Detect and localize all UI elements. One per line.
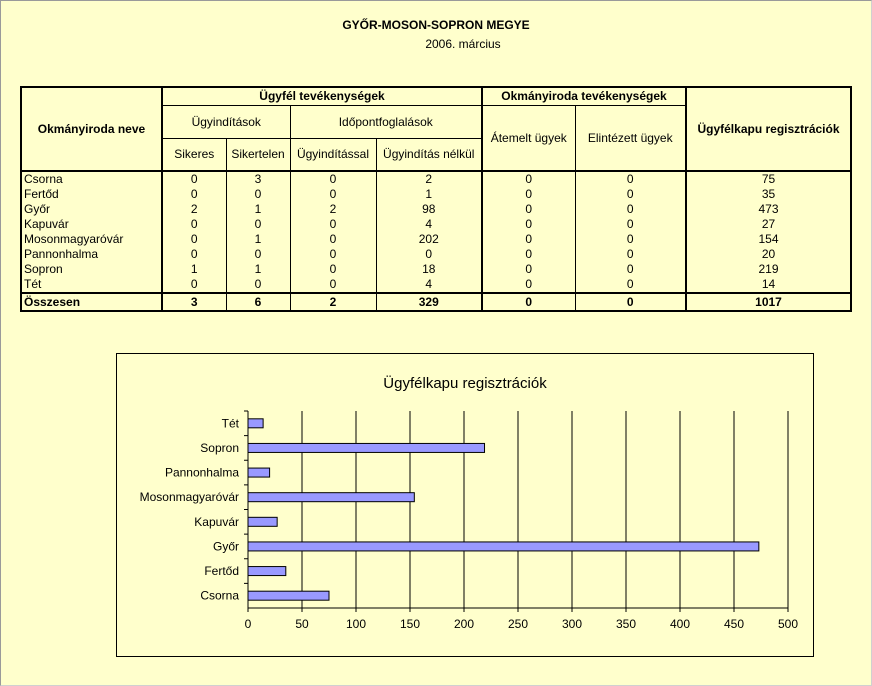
office-name-cell: Összesen bbox=[21, 293, 162, 311]
value-cell: 0 bbox=[290, 187, 376, 202]
value-cell: 0 bbox=[290, 247, 376, 262]
table-row bbox=[21, 247, 851, 262]
y-category-label: Kapuvár bbox=[194, 514, 239, 529]
value-cell: 0 bbox=[162, 187, 226, 202]
header-fail: Sikertelen bbox=[226, 138, 290, 171]
value-cell: 329 bbox=[376, 293, 482, 311]
header-transferred: Átemelt ügyek bbox=[482, 105, 575, 171]
value-cell: 27 bbox=[686, 217, 851, 232]
x-tick-label: 450 bbox=[723, 617, 745, 631]
y-category-label: Győr bbox=[212, 539, 239, 554]
x-tick-label: 250 bbox=[507, 617, 529, 631]
value-cell: 4 bbox=[376, 217, 482, 232]
value-cell: 0 bbox=[482, 262, 575, 277]
value-cell: 0 bbox=[162, 217, 226, 232]
x-tick-label: 350 bbox=[615, 617, 637, 631]
x-tick-label: 400 bbox=[669, 617, 691, 631]
office-name-cell: Csorna bbox=[21, 171, 162, 187]
value-cell: 98 bbox=[376, 202, 482, 217]
value-cell: 4 bbox=[376, 277, 482, 293]
value-cell: 0 bbox=[575, 217, 686, 232]
value-cell: 0 bbox=[290, 232, 376, 247]
office-name-cell: Mosonmagyaróvár bbox=[21, 232, 162, 247]
table-row bbox=[21, 277, 851, 293]
x-tick-label: 150 bbox=[399, 617, 421, 631]
value-cell: 0 bbox=[482, 247, 575, 262]
value-cell: 1 bbox=[162, 262, 226, 277]
table-row bbox=[21, 217, 851, 232]
value-cell: 0 bbox=[162, 247, 226, 262]
value-cell: 219 bbox=[686, 262, 851, 277]
page-title: GYŐR-MOSON-SOPRON MEGYE bbox=[342, 18, 530, 32]
office-name-cell: Pannonhalma bbox=[21, 247, 162, 262]
bar bbox=[248, 443, 485, 452]
value-cell: 14 bbox=[686, 277, 851, 293]
value-cell: 0 bbox=[290, 171, 376, 187]
value-cell: 0 bbox=[482, 293, 575, 311]
value-cell: 0 bbox=[482, 232, 575, 247]
value-cell: 2 bbox=[376, 171, 482, 187]
table-row bbox=[21, 171, 851, 187]
header-client-activities: Ügyfél tevékenységek bbox=[162, 87, 482, 105]
value-cell: 1017 bbox=[686, 293, 851, 311]
x-tick-label: 0 bbox=[244, 617, 252, 631]
chart-area bbox=[116, 353, 814, 657]
total-row bbox=[21, 293, 851, 311]
x-tick-label: 50 bbox=[295, 617, 309, 631]
value-cell: 154 bbox=[686, 232, 851, 247]
value-cell: 0 bbox=[226, 277, 290, 293]
value-cell: 3 bbox=[226, 171, 290, 187]
x-tick-label: 500 bbox=[777, 617, 799, 631]
office-name-cell: Tét bbox=[21, 277, 162, 293]
value-cell: 18 bbox=[376, 262, 482, 277]
value-cell: 0 bbox=[226, 217, 290, 232]
y-category-label: Csorna bbox=[200, 588, 239, 603]
table-row bbox=[21, 187, 851, 202]
header-initiations: Ügyindítások bbox=[162, 105, 290, 138]
header-success: Sikeres bbox=[162, 138, 226, 171]
value-cell: 0 bbox=[290, 217, 376, 232]
value-cell: 1 bbox=[226, 202, 290, 217]
value-cell: 20 bbox=[686, 247, 851, 262]
value-cell: 0 bbox=[575, 293, 686, 311]
value-cell: 0 bbox=[575, 187, 686, 202]
value-cell: 1 bbox=[226, 232, 290, 247]
bar bbox=[248, 542, 759, 551]
statistics-table bbox=[20, 86, 852, 312]
value-cell: 0 bbox=[226, 247, 290, 262]
header-registrations: Ügyfélkapu regisztrációk bbox=[686, 87, 851, 171]
bar bbox=[248, 493, 414, 502]
y-category-label: Sopron bbox=[200, 440, 239, 455]
value-cell: 35 bbox=[686, 187, 851, 202]
bar bbox=[248, 419, 263, 428]
value-cell: 0 bbox=[162, 232, 226, 247]
page-subtitle: 2006. március bbox=[425, 37, 501, 51]
value-cell: 0 bbox=[482, 187, 575, 202]
chart-title: Ügyfélkapu regisztrációk bbox=[383, 375, 547, 392]
office-name-cell: Sopron bbox=[21, 262, 162, 277]
value-cell: 75 bbox=[686, 171, 851, 187]
value-cell: 0 bbox=[575, 247, 686, 262]
value-cell: 0 bbox=[290, 262, 376, 277]
header-office-name: Okmányiroda neve bbox=[21, 87, 162, 171]
bar bbox=[248, 517, 277, 526]
value-cell: 0 bbox=[575, 232, 686, 247]
value-cell: 0 bbox=[575, 202, 686, 217]
value-cell: 0 bbox=[376, 247, 482, 262]
bar-chart bbox=[117, 354, 813, 656]
value-cell: 3 bbox=[162, 293, 226, 311]
bar bbox=[248, 468, 270, 477]
value-cell: 0 bbox=[162, 171, 226, 187]
x-tick-label: 300 bbox=[561, 617, 583, 631]
value-cell: 473 bbox=[686, 202, 851, 217]
y-category-label: Mosonmagyaróvár bbox=[139, 490, 239, 505]
header-office-activities: Okmányiroda tevékenységek bbox=[482, 87, 686, 105]
header-with-initiation: Ügyindítással bbox=[290, 138, 376, 171]
value-cell: 0 bbox=[482, 171, 575, 187]
header-without-initiation: Ügyindítás nélkül bbox=[376, 138, 482, 171]
value-cell: 0 bbox=[482, 202, 575, 217]
y-category-label: Fertőd bbox=[204, 564, 239, 579]
office-name-cell: Kapuvár bbox=[21, 217, 162, 232]
y-category-label: Tét bbox=[221, 416, 239, 431]
y-category-label: Pannonhalma bbox=[164, 465, 239, 480]
value-cell: 0 bbox=[575, 171, 686, 187]
table-row bbox=[21, 232, 851, 247]
value-cell: 2 bbox=[290, 293, 376, 311]
bar bbox=[248, 567, 286, 576]
value-cell: 0 bbox=[575, 262, 686, 277]
value-cell: 0 bbox=[162, 277, 226, 293]
value-cell: 0 bbox=[226, 187, 290, 202]
office-name-cell: Győr bbox=[21, 202, 162, 217]
value-cell: 1 bbox=[226, 262, 290, 277]
value-cell: 0 bbox=[575, 277, 686, 293]
value-cell: 0 bbox=[482, 277, 575, 293]
office-name-cell: Fertőd bbox=[21, 187, 162, 202]
table-row bbox=[21, 262, 851, 277]
value-cell: 0 bbox=[290, 277, 376, 293]
header-appointments: Időpontfoglalások bbox=[290, 105, 482, 138]
table-row bbox=[21, 202, 851, 217]
header-handled: Elintézett ügyek bbox=[575, 105, 686, 171]
x-tick-label: 200 bbox=[453, 617, 475, 631]
value-cell: 2 bbox=[162, 202, 226, 217]
value-cell: 202 bbox=[376, 232, 482, 247]
value-cell: 1 bbox=[376, 187, 482, 202]
value-cell: 2 bbox=[290, 202, 376, 217]
bar bbox=[248, 591, 329, 600]
x-tick-label: 100 bbox=[345, 617, 367, 631]
value-cell: 0 bbox=[482, 217, 575, 232]
value-cell: 6 bbox=[226, 293, 290, 311]
